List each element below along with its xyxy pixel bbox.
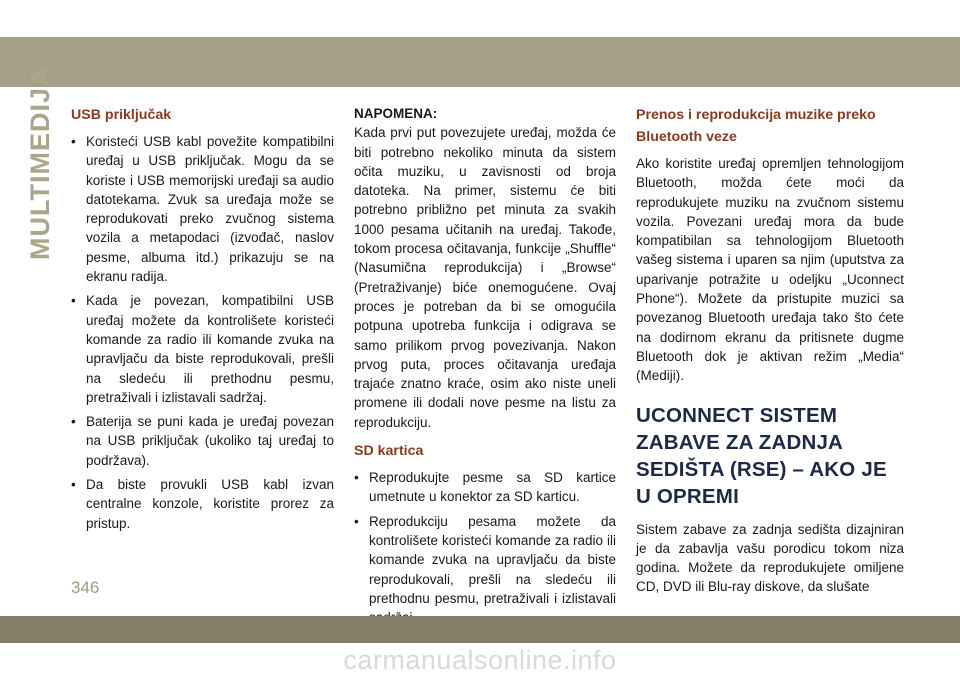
list-item: • Reprodukciju pesama možete da kontrolišete koristeći komande za radio ili komande zvuka na upravljaču da biste reprodukovali, prešli na sledeću ili prethodnu pesmu, pretraživali i izlistavali: [354, 512, 616, 628]
footer-bar: [0, 616, 960, 643]
bluetooth-text: Ako koristite uređaj opremljen tehnologijom Bluetooth, možda ćete moći da reprodukujete muziku na zvučnom sistemu vozila. Povezani uređaj mora da bude kompatibilan sa tehnologijom Bluetooth vašeg sistema i uparen sa njim (uputstva za uparivanje potražite u odeljku „Uconnect Phone“). Možete da pristupite muzici sa povezanog Bluetooth uređaja tako što ćete na dodirnom ekranu da pritisnete dugme Bluetooth dok je aktivan režim „Media“ (Mediji).: [636, 156, 904, 384]
spacer: [354, 432, 616, 440]
column-right: [636, 104, 904, 597]
column-left: [71, 104, 334, 538]
column-middle: [354, 104, 616, 632]
bluetooth-heading: Prenos i reprodukcija muzike preko Bluetooth veze: [636, 107, 876, 145]
list-item: • Baterija se puni kada je uređaj povezan na USB priključak (ukoliko taj uređaj to podržava).: [71, 412, 334, 470]
list-item: • Kada je povezan, kompatibilni USB uređaj možete da kontrolišete koristeći komande za radio ili komande zvuka na upravljaču da biste reprodukovali, prešli na sledeću ili prethodnu pesmu, pretraživali i izlistavali sadržaj.: [71, 291, 334, 407]
rse-text: Sistem zabave za zadnja sedišta dizajniran je da zabavlja vašu porodicu tokom niza godina. Možete da reprodukujete omiljene CD, DVD ili Blu-ray diskove, da slušate: [636, 521, 904, 595]
sd-list: [354, 468, 616, 627]
usb-heading: USB priključak: [71, 107, 172, 123]
section-side-label: MULTIMEDIJA: [25, 66, 55, 260]
top-margin: [0, 0, 960, 37]
list-item: • Reprodukujte pesme sa SD kartice umetnute u konektor za SD karticu.: [354, 468, 616, 507]
list-item: • Da biste provukli USB kabl izvan centralne konzole, koristite prorez za pristup.: [71, 475, 334, 533]
watermark-text: carmanualsonline.info: [343, 645, 617, 675]
note-text: Kada prvi put povezujete uređaj, možda će biti potrebno nekoliko minuta da sistem očita muziku, u zavisnosti od broja datoteka. Na primer, sistemu će biti potrebno približno pet minuta za svakih 1000 pesama učitanih na uređaj. Takođe, tokom procesa očitavanja, funkcije „Shuffle“ (Nasumična reprodukcija) i „Browse“ (Pretraživanje) biće onemogućene. Ovaj proces je potreban da bi se omogućila potpuna upotreba funkcija i odigrava se samo prilikom prvog povezivanja. Nakon prvog puta, proces očitavanja uređaja trajaće znatno kraće, osim ako niste uneli promene ili dodali nove pesme na listu za reprodukciju.: [354, 125, 616, 430]
note-heading: NAPOMENA:: [354, 106, 438, 121]
sd-heading: SD kartica: [354, 443, 424, 460]
rse-heading: UCONNECT SISTEM ZABAVE ZA ZADNJA SEDIŠTA (RSE) – AKO JE U OPREMI: [636, 403, 887, 508]
page-number: 346: [71, 578, 100, 597]
usb-list: [71, 132, 334, 533]
header-bar: [0, 37, 960, 87]
list-item: • Koristeći USB kabl povežite kompatibilni uređaj u USB priključak. Mogu da se koriste i USB memorijski uređaji sa audio datotekama. Zvuk sa uređaja može se reprodukovati preko zvučnog sistema vozila a metapodaci (izvođač, naslov pesme, albuma itd.) prikazuju se na ekranu radija.: [71, 132, 334, 286]
